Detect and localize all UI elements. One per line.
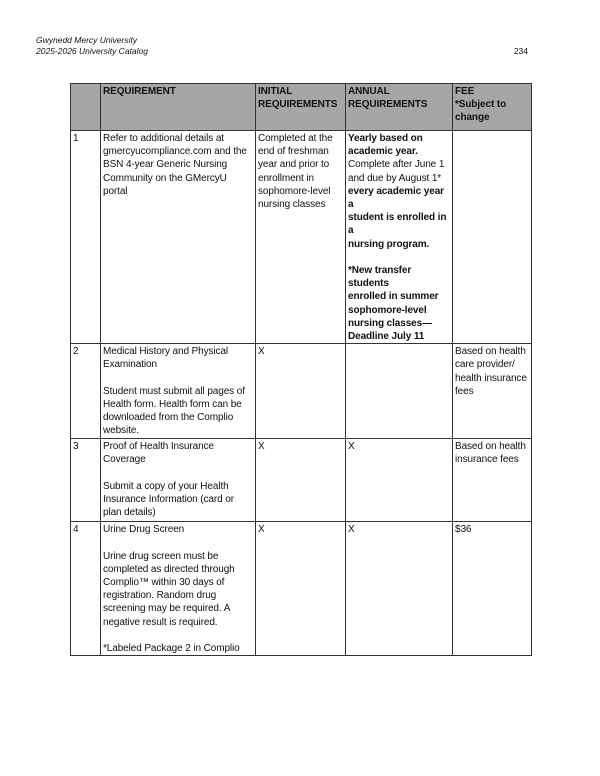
fee-cell (453, 131, 532, 344)
annual-cell (346, 344, 453, 439)
header-fee: FEE *Subject to change (453, 84, 532, 131)
requirement-cell: Urine Drug Screen Urine drug screen must be completed as directed through Complio™ within 30 days of registration. Random drug screening may be required. A negative result is required. *Labeled Package 2 in Complio (101, 522, 256, 656)
table-row (71, 522, 532, 656)
initial-cell: Completed at the end of freshman year and prior to enrollment in sophomore-level nursing classes (256, 131, 346, 344)
requirement-cell: Medical History and Physical Examination Student must submit all pages of Health form. Health form can be downloaded from the Complio website. (101, 344, 256, 439)
university-name: Gwynedd Mercy University (36, 35, 138, 45)
catalog-header (36, 35, 148, 57)
annual-cell (346, 131, 453, 344)
fee-cell: Based on health care provider/ health insurance fees (453, 344, 532, 439)
page-number: 234 (513, 46, 528, 56)
table-header-row (71, 84, 532, 131)
initial-cell: X (256, 439, 346, 522)
fee-cell: $36 (453, 522, 532, 656)
requirement-cell: Proof of Health Insurance Coverage Submit a copy of your Health Insurance Information (card or plan details) (101, 439, 256, 522)
table-row (71, 131, 532, 344)
catalog-title: 2025-2026 University Catalog (36, 46, 148, 56)
requirement-cell: Refer to additional details at gmercyucompliance.com and the BSN 4-year Generic Nursing Community on the GMercyU portal (101, 131, 256, 344)
fee-cell: Based on health insurance fees (453, 439, 532, 522)
header-number (71, 84, 101, 131)
row-number: 3 (71, 439, 101, 522)
annual-cell: X (346, 522, 453, 656)
row-number: 2 (71, 344, 101, 439)
header-annual: ANNUAL REQUIREMENTS (346, 84, 453, 131)
table-row (71, 344, 532, 439)
annual-cell: X (346, 439, 453, 522)
annual-normal-text: Complete after June 1 and due by August 1* (348, 159, 445, 184)
initial-cell: X (256, 344, 346, 439)
table-row (71, 439, 532, 522)
initial-cell: X (256, 522, 346, 656)
annual-bold-text: Yearly based on academic year. (348, 133, 423, 158)
header-requirement: REQUIREMENT (101, 84, 256, 131)
header-initial: INITIAL REQUIREMENTS (256, 84, 346, 131)
requirements-table (70, 83, 532, 656)
annual-bold-text: every academic year a student is enrolled in a nursing program. *New transfer students enrolled in summer sophomore-level nursing classes— Deadline July 11 (348, 185, 447, 343)
row-number: 1 (71, 131, 101, 344)
row-number: 4 (71, 522, 101, 656)
